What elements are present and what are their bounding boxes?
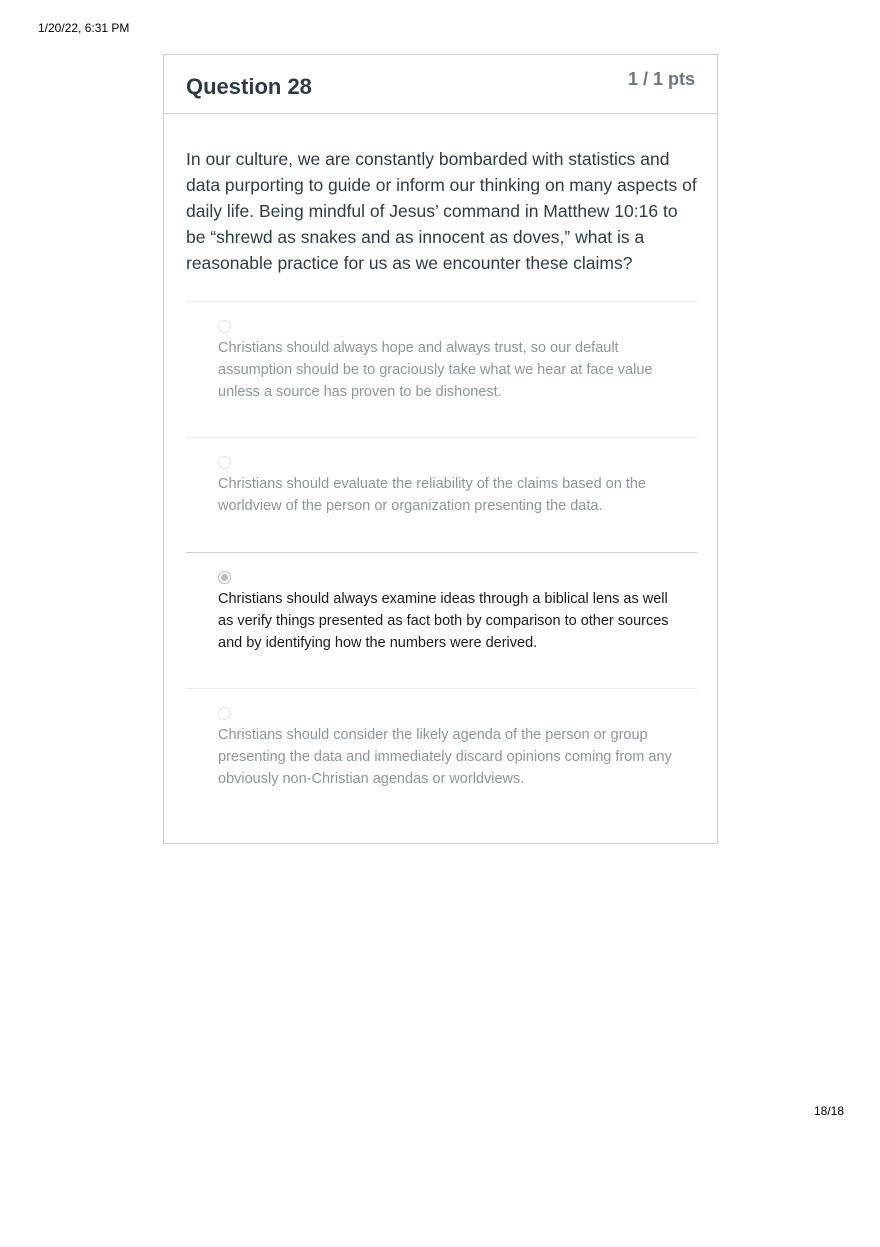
radio-button-selected-icon[interactable]: [218, 571, 231, 584]
radio-button-icon[interactable]: [218, 320, 231, 333]
question-title: Question 28: [186, 74, 312, 99]
answer-list: [186, 301, 697, 824]
answer-option-4[interactable]: [186, 688, 697, 824]
question-card: [163, 54, 718, 844]
answer-text: Christians should evaluate the reliability of the claims based on the worldview of the person or organization presenting the data.: [218, 476, 646, 514]
answer-text: Christians should consider the likely agenda of the person or group presenting the data and immediately discard opinions coming from any obviously non-Christian agendas or worldviews.: [218, 727, 672, 787]
radio-button-icon[interactable]: [218, 456, 231, 469]
question-header: [164, 55, 717, 114]
answer-option-2[interactable]: [186, 437, 697, 552]
answer-option-3-selected[interactable]: [186, 552, 697, 688]
print-date-time: 1/20/22, 6:31 PM: [38, 21, 130, 35]
answer-text: Christians should always examine ideas through a biblical lens as well as verify things presented as fact both by comparison to other sources and by identifying how the numbers were derived.: [218, 591, 669, 651]
radio-button-icon[interactable]: [218, 707, 231, 720]
page-number: 18/18: [814, 1104, 845, 1118]
question-points: 1 / 1 pts: [627, 69, 695, 89]
question-text: In our culture, we are constantly bombarded with statistics and data purporting to guide or inform our thinking on many aspects of daily life. Being mindful of Jesus’ command in Matthew 10:16 to be “shrewd as snakes and as innocent as doves,” what is a reasonable practice for us as we encounter these claims?: [186, 149, 697, 273]
answer-text: Christians should always hope and always trust, so our default assumption should be to graciously take what we hear at face value unless a source has proven to be dishonest.: [218, 340, 653, 400]
answer-option-1[interactable]: [186, 301, 697, 437]
